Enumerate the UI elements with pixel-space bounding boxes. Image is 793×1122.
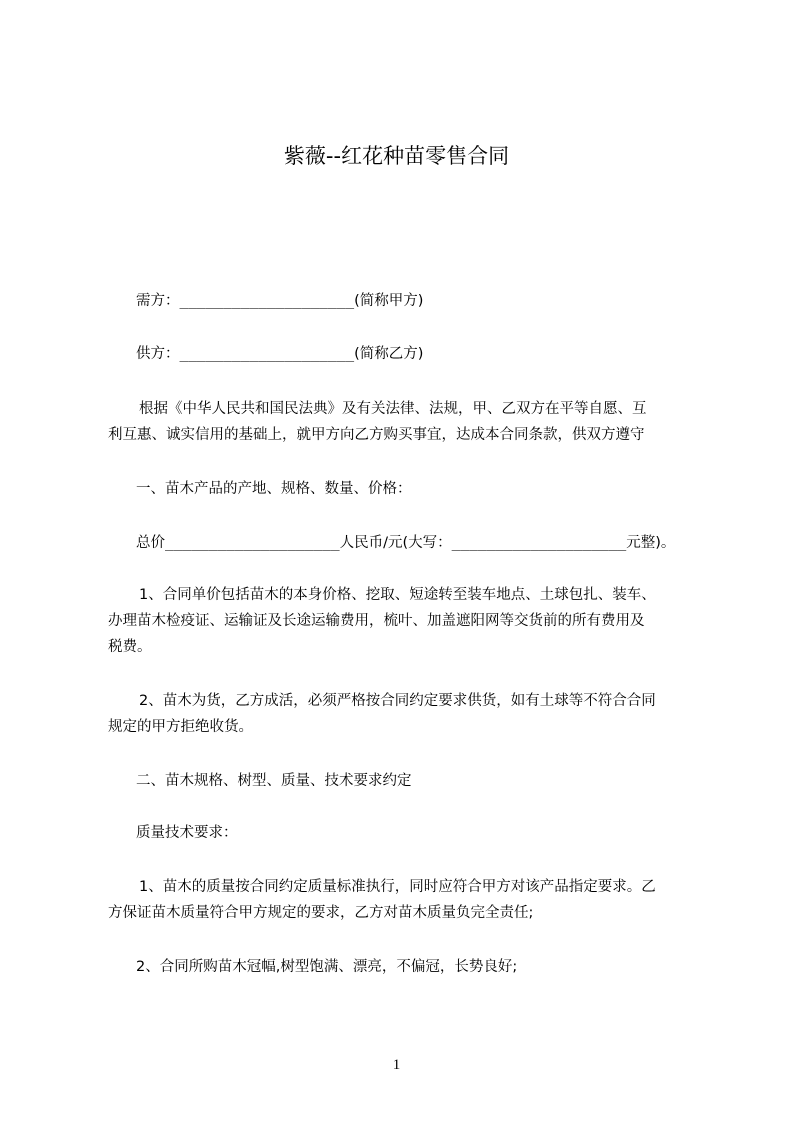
supplier-blank: ____________________ — [179, 346, 355, 362]
section1-heading: 一、苗木产品的产地、规格、数量、价格： — [136, 481, 412, 497]
intro-line-1: 根据《中华人民共和国民法典》及有关法律、法规，甲、乙双方在平等自愿、互 — [139, 401, 647, 417]
section2-item1-line-2: 方保证苗木质量符合甲方规定的要求，乙方对苗木质量负完全责任; — [108, 905, 534, 921]
intro-line-2: 利互惠、诚实信用的基础上，就甲方向乙方购买事宜，达成本合同条款，供双方遵守 — [108, 427, 645, 443]
supplier-label: 供方： — [136, 346, 180, 362]
buyer-blank: ____________________ — [179, 293, 355, 309]
section2-item2-line-1: 2、合同所购苗木冠幅,树型饱满、漂亮，不偏冠，长势良好; — [136, 959, 518, 975]
total-label: 总价 — [136, 535, 165, 551]
buyer-label: 需方： — [136, 293, 180, 309]
section2-heading: 二、苗木规格、树型、质量、技术要求约定 — [136, 773, 412, 789]
supplier-suffix: (简称乙方) — [354, 346, 424, 362]
total-blank-2: ____________________ — [451, 535, 627, 551]
buyer-line — [136, 290, 423, 312]
section1-item1-line-3: 税费。 — [108, 639, 152, 655]
buyer-suffix: (简称甲方) — [354, 293, 424, 309]
page-number: 1 — [392, 1057, 401, 1073]
total-suffix: 元整)。 — [626, 535, 676, 551]
total-price-line — [136, 532, 675, 554]
section2-item1-line-1: 1、苗木的质量按合同约定质量标准执行，同时应符合甲方对该产品指定要求。乙 — [139, 879, 656, 895]
supplier-line — [136, 343, 423, 365]
total-blank: ____________________ — [165, 535, 340, 551]
section1-item1-line-1: 1、合同单价包括苗木的本身价格、挖取、短途转至装车地点、土球包扎、装车、 — [139, 587, 656, 603]
section1-item2-line-2: 规定的甲方拒绝收货。 — [108, 719, 253, 735]
section1-item2-line-1: 2、苗木为货，乙方成活，必须严格按合同约定要求供货，如有土球等不符合合同 — [139, 693, 656, 709]
total-middle: 人民币/元(大写： — [339, 535, 452, 551]
section1-item1-line-2: 办理苗木检疫证、运输证及长途运输费用，梳叶、加盖遮阳网等交货前的所有费用及 — [108, 613, 645, 629]
document-title: 紫薇--红花种苗零售合同 — [283, 144, 510, 168]
section2-sub-heading: 质量技术要求： — [136, 825, 238, 841]
